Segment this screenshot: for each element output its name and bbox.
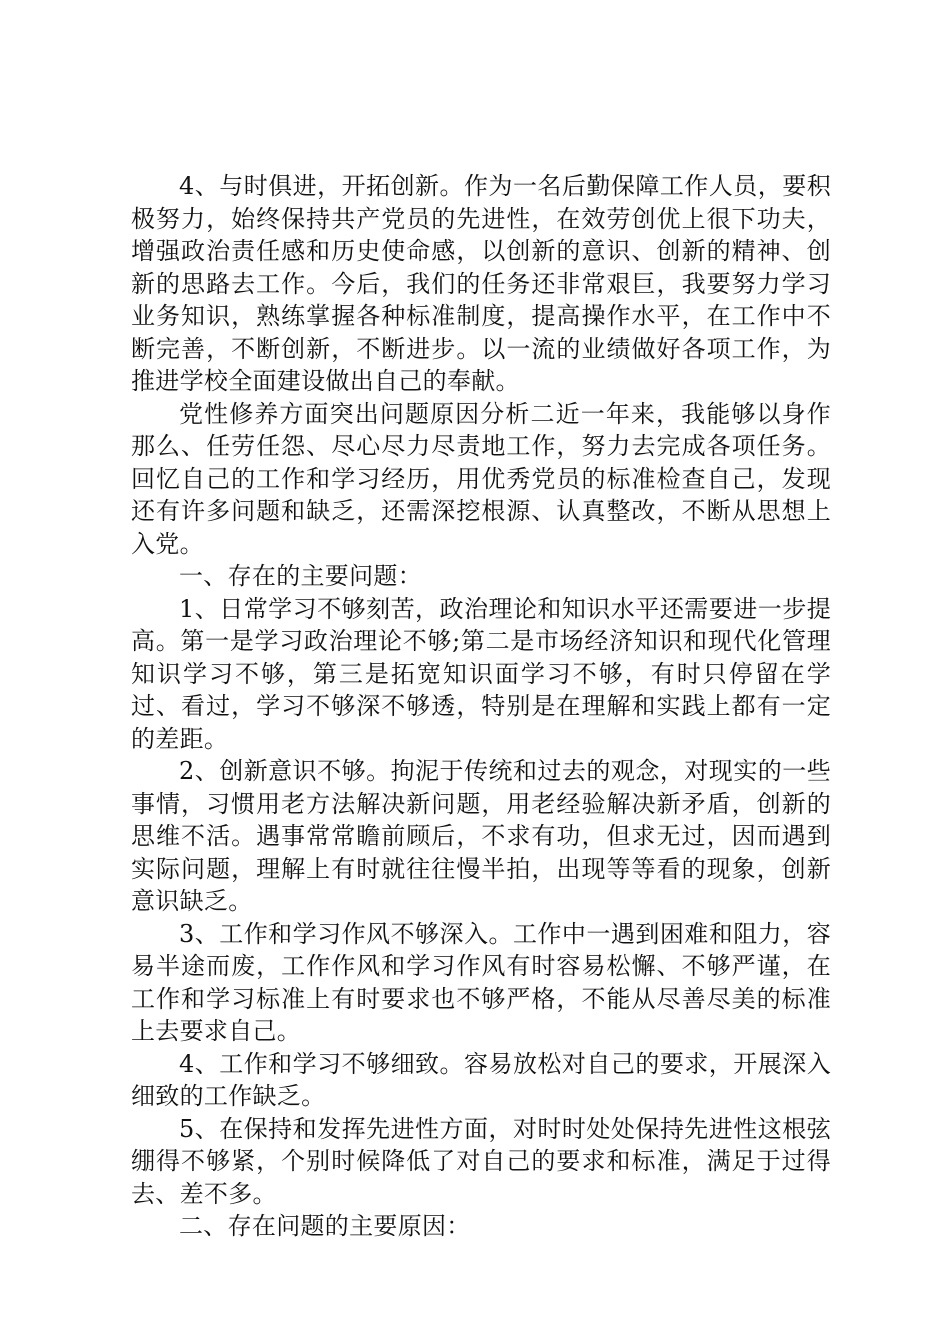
paragraph-problem-1: 1、日常学习不够刻苦，政治理论和知识水平还需要进一步提高。第一是学习政治理论不够;第二是市场经济知识和现代化管理知识学习不够，第三是拓宽知识面学习不够，有时只停留在学过、看过，学习不够深不够透，特别是在理解和实践上都有一定的差距。: [131, 594, 831, 753]
paragraph-problem-3: 3、工作和学习作风不够深入。工作中一遇到困难和阻力，容易半途而废，工作作风和学习作风有时容易松懈、不够严谨，在工作和学习标准上有时要求也不够严格，不能从尽善尽美的标准上去要求自己。: [131, 919, 831, 1045]
paragraph-problem-5: 5、在保持和发挥先进性方面，对时时处处保持先进性这根弦绷得不够紧，个别时候降低了对自己的要求和标准，满足于过得去、差不多。: [131, 1114, 831, 1208]
section-heading-main-problems: 一、存在的主要问题：: [179, 562, 422, 590]
paragraph-problem-2: 2、创新意识不够。拘泥于传统和过去的观念，对现实的一些事情，习惯用老方法解决新问题，用老经验解决新矛盾，创新的思维不活。遇事常常瞻前顾后，不求有功，但求无过，因而遇到实际问题，理解上有时就往往慢半拍，出现等等看的现象，创新意识缺乏。: [131, 757, 831, 915]
paragraph-party-analysis-intro: 党性修养方面突出问题原因分析二近一年来，我能够以身作那么、任劳任怨、尽心尽力尽责地工作，努力去完成各项任务。回忆自己的工作和学习经历，用优秀党员的标准检查自己，发现还有许多问题和缺乏，还需深挖根源、认真整改，不断从思想上入党。: [131, 399, 831, 558]
paragraph-problem-4: 4、工作和学习不够细致。容易放松对自己的要求，开展深入细致的工作缺乏。: [131, 1049, 831, 1110]
paragraph-item-4-innovation: 4、与时俱进，开拓创新。作为一名后勤保障工作人员，要积极努力，始终保持共产党员的先进性，在效劳创优上很下功夫，增强政治责任感和历史使命感，以创新的意识、创新的精神、创新的思路去工作。今后，我们的任务还非常艰巨，我要努力学习业务知识，熟练掌握各种标准制度，提高操作水平，在工作中不断完善，不断创新，不断进步。以一流的业绩做好各项工作，为推进学校全面建设做出自己的奉献。: [131, 172, 831, 395]
document-body: [131, 170, 831, 1243]
section-heading-main-causes: 二、存在问题的主要原因：: [179, 1212, 471, 1240]
